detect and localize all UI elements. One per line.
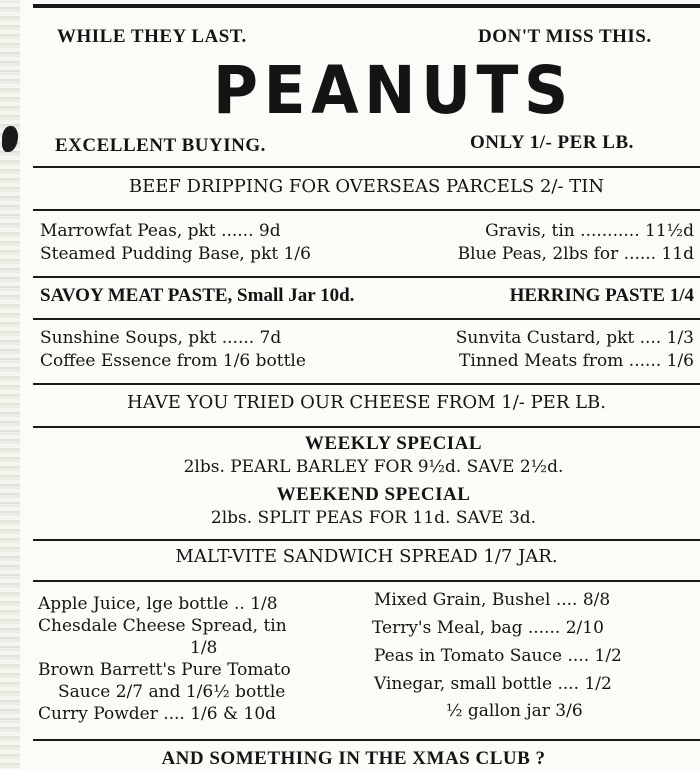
- dont-miss-this-text: DON'T MISS THIS.: [478, 26, 652, 47]
- excellent-buying-text: EXCELLENT BUYING.: [55, 135, 266, 156]
- list-row: [40, 244, 694, 264]
- list-item: ½ gallon jar 3/6: [446, 701, 583, 721]
- list-row: [40, 351, 694, 371]
- rule: [33, 383, 700, 385]
- list-item: Mixed Grain, Bushel .... 8/8: [374, 590, 611, 610]
- list-item: Curry Powder .... 1/6 & 10d: [38, 704, 277, 724]
- herring-paste-text: HERRING PASTE 1/4: [509, 285, 694, 306]
- top-rule: [33, 4, 700, 8]
- paste-line: [40, 285, 694, 307]
- list-row: [40, 328, 694, 348]
- list-row: [40, 221, 694, 241]
- savoy-meat-paste-text: SAVOY MEAT PASTE, Small Jar 10d.: [40, 285, 355, 306]
- rule: [33, 209, 700, 211]
- list-item: Brown Barrett's Pure Tomato: [38, 660, 291, 680]
- list-item: Sunshine Soups, pkt ...... 7d: [40, 328, 282, 348]
- list-item: Chesdale Cheese Spread, tin: [38, 616, 287, 636]
- rule: [33, 580, 700, 582]
- xmas-club-footer: AND SOMETHING IN THE XMAS CLUB ?: [161, 748, 546, 769]
- list-item: Gravis, tin ........... 11½d: [485, 221, 694, 241]
- rule: [33, 276, 700, 278]
- weekly-special-title: WEEKLY SPECIAL: [304, 433, 483, 454]
- while-they-last-text: WHILE THEY LAST.: [57, 26, 247, 47]
- headline-peanuts: PEANUTS: [213, 52, 574, 129]
- list-item: Steamed Pudding Base, pkt 1/6: [40, 244, 311, 264]
- list-item: Apple Juice, lge bottle .. 1/8: [38, 594, 278, 614]
- malt-vite-banner: MALT-VITE SANDWICH SPREAD 1/7 JAR.: [175, 546, 558, 567]
- list-item: Tinned Meats from ...... 1/6: [459, 351, 694, 371]
- list-item: 1/8: [190, 638, 218, 658]
- list-item: Terry's Meal, bag ...... 2/10: [372, 618, 604, 638]
- rule: [33, 539, 700, 541]
- weekend-special-offer: 2lbs. SPLIT PEAS FOR 11d. SAVE 3d.: [210, 508, 537, 528]
- rule: [33, 318, 700, 320]
- beef-dripping-banner: BEEF DRIPPING FOR OVERSEAS PARCELS 2/- TIN: [128, 176, 605, 197]
- weekend-special-title: WEEKEND SPECIAL: [276, 484, 471, 505]
- list-item: Sunvita Custard, pkt .... 1/3: [455, 328, 694, 348]
- rule: [33, 426, 700, 428]
- rule: [33, 166, 700, 168]
- list-item: Blue Peas, 2lbs for ...... 11d: [457, 244, 694, 264]
- cheese-banner: HAVE YOU TRIED OUR CHEESE FROM 1/- PER LB.: [127, 392, 606, 413]
- list-item: Vinegar, small bottle .... 1/2: [374, 674, 612, 694]
- rule: [33, 739, 700, 741]
- price-per-lb-text: ONLY 1/- PER LB.: [470, 132, 634, 153]
- list-item: Peas in Tomato Sauce .... 1/2: [374, 646, 622, 666]
- list-item: Sauce 2/7 and 1/6½ bottle: [58, 682, 286, 702]
- list-item: Coffee Essence from 1/6 bottle: [40, 351, 306, 371]
- list-item: Marrowfat Peas, pkt ...... 9d: [40, 221, 281, 241]
- scan-edge: [0, 0, 20, 769]
- weekly-special-offer: 2lbs. PEARL BARLEY FOR 9½d. SAVE 2½d.: [183, 457, 564, 477]
